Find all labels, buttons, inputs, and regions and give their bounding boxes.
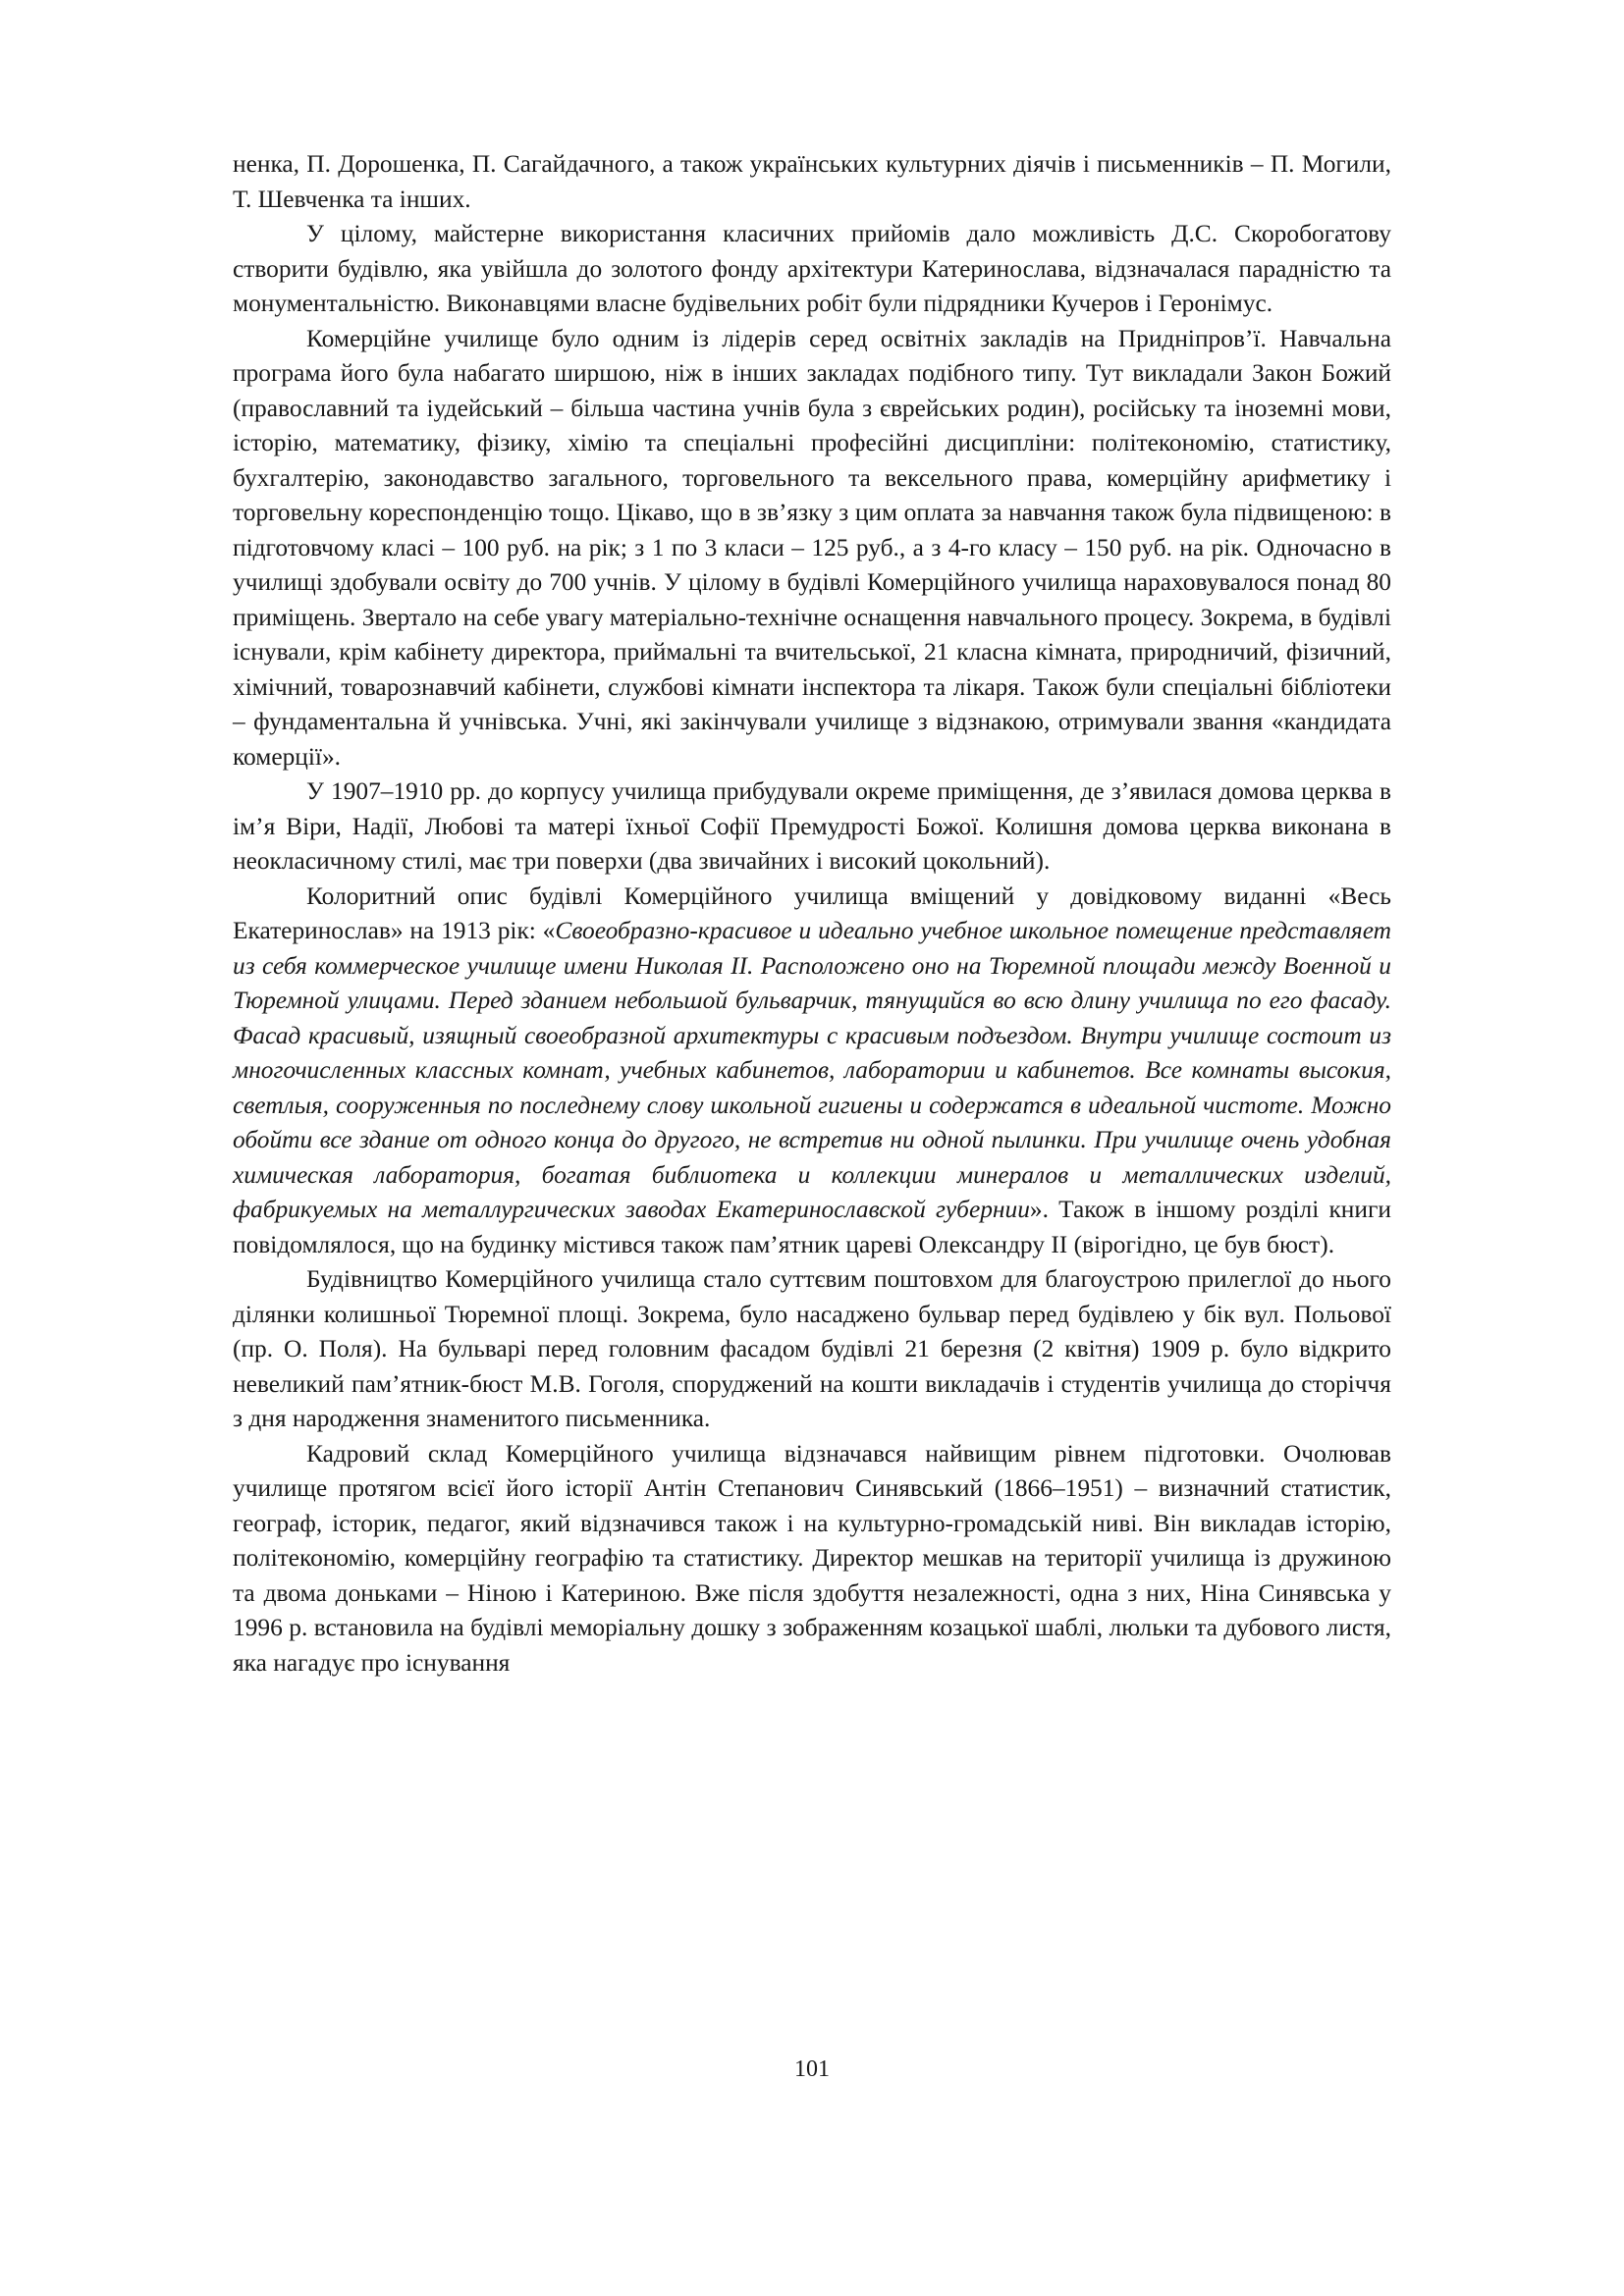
paragraph-3: Комерційне училище було одним із лідерів серед освітніх закладів на Придніпров’ї. Навчальна програма його була набагато ширшою, ніж в інших закладах подібного типу. Тут викладали Закон Божий (православний та іудейський – більша частина учнів була з єврейських родин), російську та іноземні мови, історію, математику, фізику, хімію та спеціальні професійні дисципліни: політекономію, статистику, бухгалтерію, законодавство загального, торговельного та вексельного права, комерційну арифметику і торговельну кореспонденцію тощо. Цікаво, що в зв’язку з цим оплата за навчання також була підвищеною: в підготовчому класі – 100 руб. на рік; з 1 по 3 класи – 125 руб., а з 4-го класу – 150 руб. на рік. Одночасно в училищі здобували освіту до 700 учнів. У цілому в будівлі Комерційного училища нараховувалося понад 80 приміщень. Звертало на себе увагу матеріально-технічне оснащення навчального процесу. Зокрема, в будівлі існували, крім кабінету директора, приймальні та вчительської, 21 класна кімната, природничий, фізичний, хімічний, товарознавчий кабінети, службові кімнати інспектора та лікаря. Також були спеціальні бібліотеки – фундаментальна й учнівська. Учні, які закінчували училище з відзнакою, отримували звання «кандидата комерції».	[233, 324, 1391, 771]
quote-intro: Колоритний опис будівлі Комерційного училища вміщений у довідковому виданні «Весь Екатеринослав» на 1913 рік: «	[233, 881, 1391, 944]
paragraph-6: Будівництво Комерційного училища стало суттєвим поштовхом для благоустрою прилеглої до нього ділянки колишньої Тюремної площі. Зокрема, було насаджено бульвар перед будівлею у бік вул. Польової (пр. О. Поля). На бульварі перед головним фасадом будівлі 21 березня (2 квітня) 1909 р. було відкрито невеликий пам’ятник-бюст М.В. Гоголя, споруджений на кошти викладачів і студентів училища до сторіччя з дня народження знаменитого письменника.	[233, 1265, 1391, 1432]
paragraph-1: ненка, П. Дорошенка, П. Сагайдачного, а також українських культурних діячів і письменників – П. Могили, Т. Шевченка та інших.	[233, 150, 1391, 213]
quote-outro: ». Також в іншому розділі книги повідомлялося, що на будинку містився також пам’ятник цареві Олександру II (вірогідно, це був бюст).	[233, 1196, 1391, 1258]
paragraph-4: У 1907–1910 рр. до корпусу училища прибудували окреме приміщення, де з’явилася домова церква в ім’я Віри, Надії, Любові та матері їхньої Софії Премудрості Божої. Колишня домова церква виконана в неокласичному стилі, має три поверхи (два звичайних і високий цокольний).	[233, 777, 1391, 875]
page-number: 101	[794, 2056, 830, 2082]
paragraph-5-quote	[233, 880, 1391, 1263]
page-body	[233, 147, 1391, 1681]
paragraph-2: У цілому, майстерне використання класичних прийомів дало можливість Д.С. Скоробогатову створити будівлю, яка увійшла до золотого фонду архітектури Катеринослава, відзначалася парадністю та монументальністю. Виконавцями власне будівельних робіт були підрядники Кучеров і Геронімус.	[233, 220, 1391, 317]
quote-italic: Своеобразно-красивое и идеально учебное школьное помещение представляет из себя коммерческое училище имени Николая II. Расположено оно на Тюремной площади между Военной и Тюремной улицами. Перед зданием небольшой бульварчик, тянущийся во всю длину училища по его фасаду. Фасад красивый, изящный своеобразной архитектуры с красивым подъездом. Внутри училище состоит из многочисленных классных комнат, учебных кабинетов, лаборатории и кабинетов. Все комнаты высокия, светлыя, сооруженныя по последнему слову школьной гигиены и содержатся в идеальной чистоте. Можно обойти все здание от одного конца до другого, не встретив ни одной пылинки. При училище очень удобная химическая лаборатория, богатая библиотека и коллекции минералов и металлических изделий, фабрикуемых на металлургических заводах Екатеринославской губернии	[233, 917, 1392, 1223]
paragraph-7: Кадровий склад Комерційного училища відзначався найвищим рівнем підготовки. Очолював училище протягом всієї його історії Антін Степанович Синявський (1866–1951) – визначний статистик, географ, історик, педагог, який відзначився також і на культурно-громадській ниві. Він викладав історію, політекономію, комерційну географію та статистику. Директор мешкав на території училища із дружиною та двома доньками – Ніною і Катериною. Вже після здобуття незалежності, одна з них, Ніна Синявська у 1996 р. встановила на будівлі меморіальну дошку з зображенням козацької шаблі, люльки та дубового листя, яка нагадує про існування	[233, 1439, 1391, 1677]
